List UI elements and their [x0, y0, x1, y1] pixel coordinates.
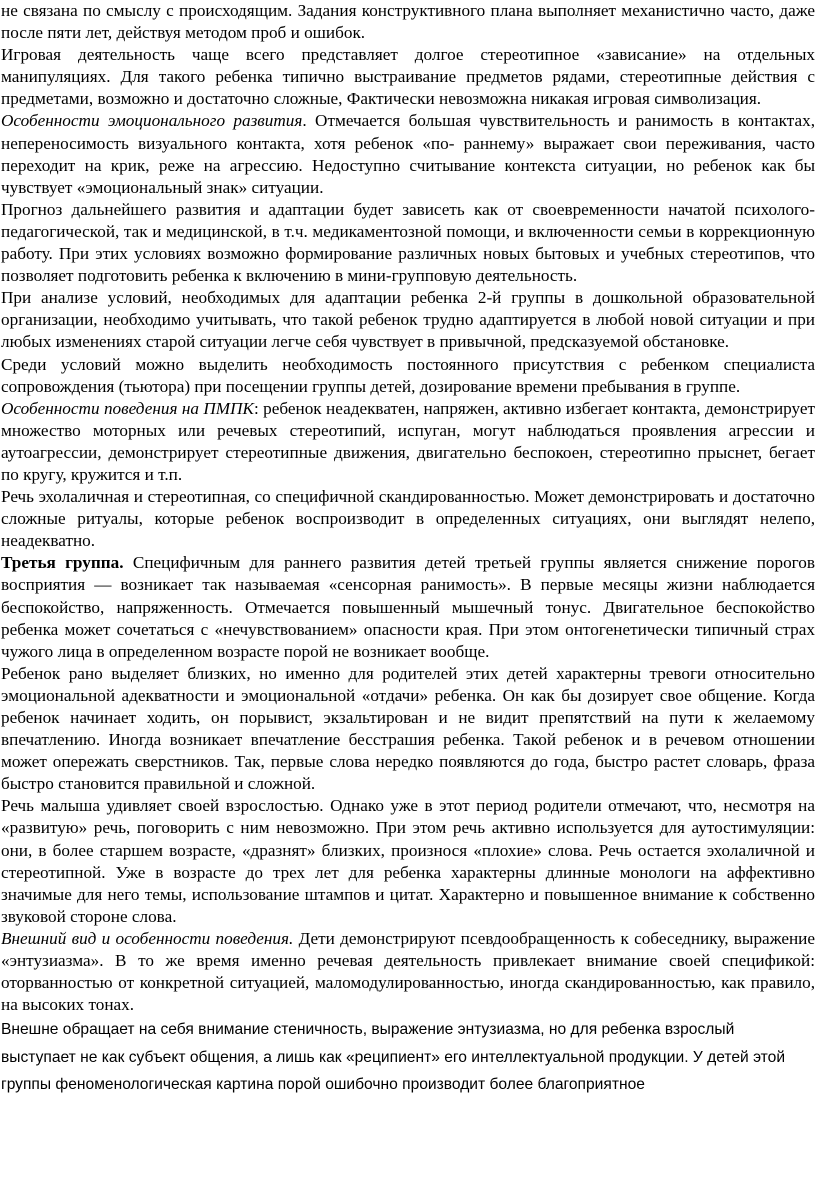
paragraph-3 — [1, 110, 815, 198]
paragraph-text: Ребенок рано выделяет близких, но именно для родителей этих детей характерны тревоги относительно эмоциональной адекватности и эмоциональной «отдачи» ребенка. Он как бы дозирует свое общение. Когда ребенок начинает ходить, он порывист, экзальтирован и не видит препятствий на пути к желаемому впечатлению. Иногда возникает впечатление бесстрашия ребенка. Такой ребенок и в речевом отношении может опережать сверстников. Так, первые слова нередко появляются до года, быстро растет словарь, фраза быстро становится правильной и сложной. — [1, 663, 815, 794]
paragraph-text: Игровая деятельность чаще всего представляет долгое стереотипное «зависание» на отдельных манипуляциях. Для такого ребенка типично выстраивание предметов рядами, стереотипные действия с предметами, возможно и достаточно сложные, Фактически невозможна никакая игровая символизация. — [1, 45, 815, 109]
paragraph-text: Специфичным для раннего развития детей третьей группы является снижение порогов восприятия — возникает так называемая «сенсорная ранимость». В первые месяцы жизни наблюдается беспокойство, напряженность. Отмечается повышенный мышечный тонус. Двигательное беспокойство ребенка может сочетаться с «нечувствованием» опасности края. При этом онтогенетически типичный страх чужого лица в определенном возрасте порой не возникает вообще. — [1, 553, 816, 661]
paragraph-text: Среди условий можно выделить необходимость постоянного присутствия с ребенком специалиста сопровождения (тьютора) при посещении группы детей, дозирование времени пребывания в группе. — [1, 354, 815, 396]
paragraph-1 — [1, 0, 815, 44]
paragraph-text: При анализе условий, необходимых для адаптации ребенка 2-й группы в дошкольной образовательной организации, необходимо учитывать, что такой ребенок трудно адаптируется в любой новой ситуации и при любых изменениях старой ситуации легче себя чувствует в привычной, предсказуемой обстановке. — [1, 288, 815, 352]
paragraph-text: . Отмечается большая чувствительность и ранимость в контактах, непереносимость визуального контакта, хотя ребенок «по- раннему» выражает свои переживания, часто переходит на крик, реже на агрессию. Недоступно считывание контекста ситуации, но ребенок как бы чувствует «эмоциональный знак» ситуации. — [1, 111, 815, 197]
paragraph-12 — [1, 928, 815, 1016]
paragraph-8 — [1, 486, 815, 552]
footer-line-3: группы феноменологическая картина порой ошибочно производит более благоприятное — [1, 1075, 645, 1093]
footer-line-2: выступает не как субъект общения, а лишь как «реципиент» его интеллектуальной продукции. У детей этой — [1, 1048, 786, 1066]
section-heading: Третья группа. — [1, 553, 124, 573]
paragraph-7 — [1, 398, 815, 486]
paragraph-6 — [1, 354, 815, 398]
paragraph-10 — [1, 663, 815, 796]
paragraph-text: : ребенок неадекватен, напряжен, активно избегает контакта, демонстрирует множество моторных или речевых стереотипий, испуган, могут наблюдаться проявления агрессии и аутоагрессии, демонстрирует стереотипные движения, двигательно беспокоен, стереотипно прыснет, бегает по кругу, кружится и т.п. — [1, 398, 816, 484]
italic-lead-in: Особенности эмоционального развития — [1, 111, 303, 131]
paragraph-4 — [1, 199, 815, 287]
paragraph-text: Речь малыша удивляет своей взрослостью. Однако уже в этот период родители отмечают, что, несмотря на «развитую» речь, поговорить с ним невозможно. При этом речь активно используется для аутостимуляции: они, в более старшем возрасте, «дразнят» близких, произнося «плохие» слова. Речь остается эхолаличной и стереотипной. Уже в возрасте до трех лет для ребенка характерны длинные монологи на аффективно значимые для него темы, использование штампов и цитат. Характерно и повышенное внимание к собственно звуковой стороне слова. — [1, 796, 815, 926]
italic-lead-in: Внешний вид и особенности поведения. — [1, 928, 294, 948]
paragraph-text: не связана по смыслу с происходящим. Задания конструктивного плана выполняет механистично часто, даже после пяти лет, действуя методом проб и ошибок. — [1, 1, 815, 43]
footer-line-1: Внешне обращает на себя внимание стеничность, выражение энтузиазма, но для ребенка взрослый — [1, 1021, 735, 1039]
paragraph-5 — [1, 287, 815, 353]
paragraph-11 — [1, 795, 815, 928]
paragraph-text: Речь эхолаличная и стереотипная, со специфичной скандированностью. Может демонстрировать и достаточно сложные ритуалы, которые ребенок воспроизводит в определенных ситуациях, они выглядят нелепо, неадекватно. — [1, 487, 815, 551]
paragraph-text: Дети демонстрируют псевдообращенность к собеседнику, выражение «энтузиазма». В то же время именно речевая деятельность привлекает внимание своей спецификой: оторванностью от конкретной ситуацией, маломодулированностью, иногда скандированностью, как правило, на высоких тонах. — [1, 928, 815, 1015]
paragraph-2 — [1, 44, 815, 110]
paragraph-9 — [1, 552, 815, 662]
italic-lead-in: Особенности поведения на ПМПК — [1, 398, 254, 418]
paragraph-text: Прогноз дальнейшего развития и адаптации будет зависеть как от своевременности начатой психолого-педагогической, так и медицинской, в т.ч. медикаментозной помощи, и включенности семьи в коррекционную работу. При этих условиях возможно формирование различных новых бытовых и учебных стереотипов, что позволяет подготовить ребенка к включению в мини-групповую деятельность. — [1, 199, 815, 286]
footer-block — [1, 1016, 815, 1098]
